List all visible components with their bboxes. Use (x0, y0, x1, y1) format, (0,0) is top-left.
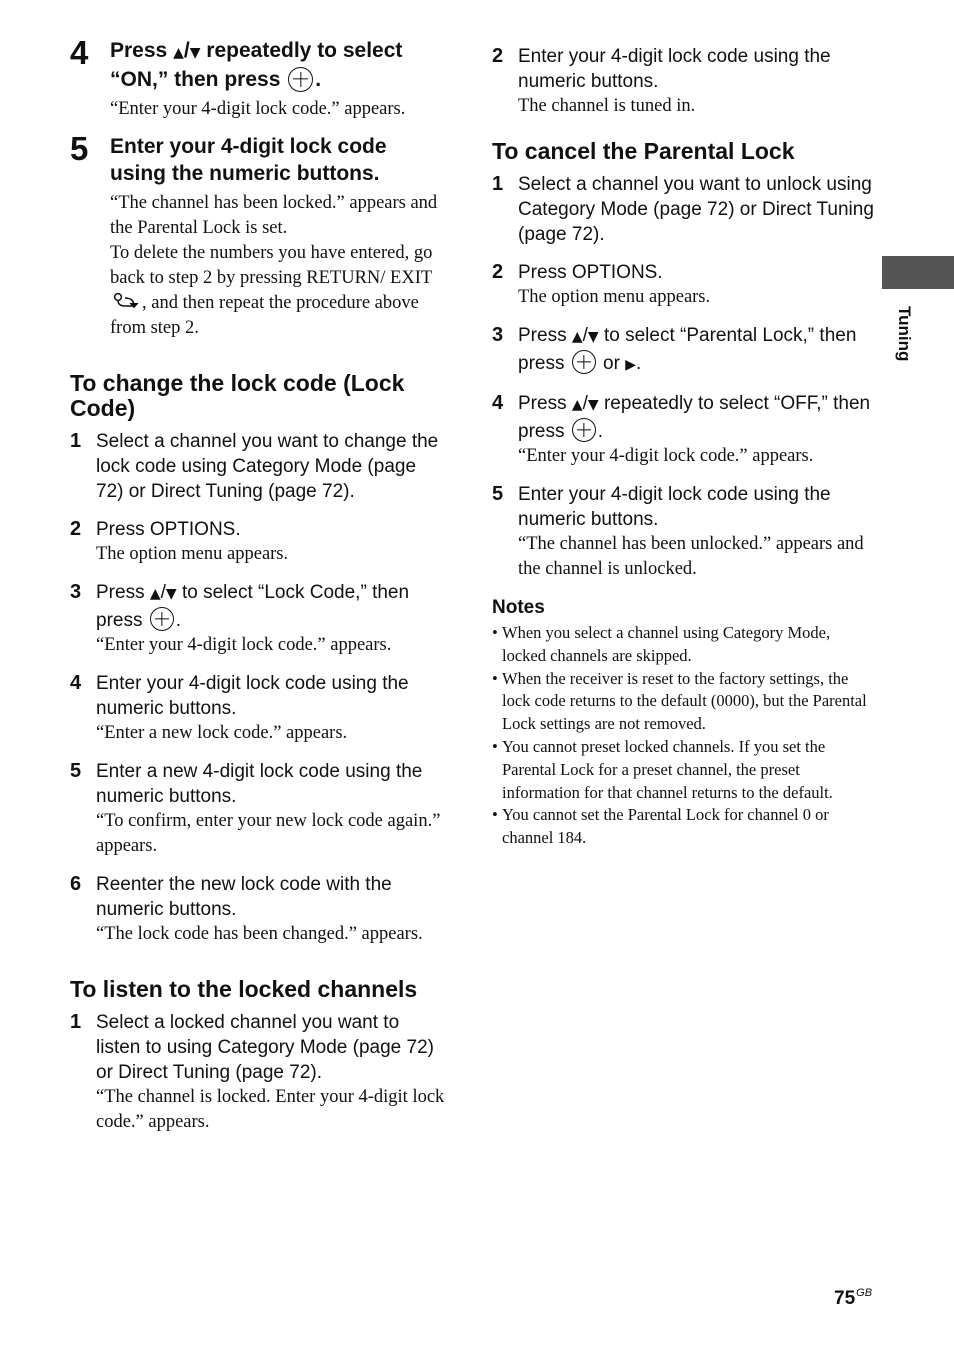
step-title: Select a channel you want to change the lock code using Category Mode (page 72) or Direct Tuning (page 72). (96, 431, 439, 502)
return-icon (112, 292, 140, 310)
step-title: Enter your 4-digit lock code using the numeric buttons. (110, 135, 387, 185)
step-number: 4 (492, 392, 504, 414)
step-title: Select a channel you want to unlock using Category Mode (page 72) or Direct Tuning (page 72). (518, 174, 874, 245)
step-body: The option menu appears. (518, 287, 711, 307)
step-title: Enter your 4-digit lock code using the numeric buttons. (518, 484, 831, 530)
step-number: 1 (492, 173, 504, 195)
step-number: 2 (70, 518, 82, 540)
step-number: 2 (492, 45, 504, 67)
step-title: Press ▲/▼ repeatedly to select “ON,” then press . (110, 39, 403, 91)
enter-icon (572, 418, 596, 442)
step-body: “Enter a new lock code.” appears. (96, 723, 348, 743)
up-arrow-icon: ▲ (571, 397, 583, 413)
section-title-change-lock-code: To change the lock code (Lock Code) (70, 370, 405, 421)
change-step-4 (70, 671, 448, 746)
cancel-step-2 (492, 260, 874, 310)
note-item: • You cannot set the Parental Lock for channel 0 or channel 184. (492, 804, 874, 850)
note-item: • When the receiver is reset to the factory settings, the lock code returns to the default (0000), but the Parental Lock settings are not removed. (492, 668, 874, 736)
change-step-2 (70, 517, 448, 567)
change-step-3 (70, 580, 448, 658)
down-arrow-icon: ▼ (165, 586, 177, 602)
up-arrow-icon: ▲ (173, 45, 184, 61)
enter-icon (288, 67, 313, 92)
step-title: Reenter the new lock code with the numeric buttons. (96, 874, 392, 920)
step-title: Enter your 4-digit lock code using the numeric buttons. (518, 46, 831, 92)
section-tab-label: Tuning (895, 306, 914, 362)
step-title: Press ▲/▼ repeatedly to select “OFF,” then press . (518, 393, 871, 442)
cancel-step-5 (492, 482, 874, 582)
notes-title: Notes (492, 597, 545, 618)
page-number: $75^{GB}$ (834, 1287, 873, 1309)
up-arrow-icon: ▲ (571, 329, 583, 345)
down-arrow-icon: ▼ (587, 397, 599, 413)
big-step-5 (70, 130, 448, 341)
change-step-6 (70, 872, 448, 947)
note-item: • When you select a channel using Category Mode, locked channels are skipped. (492, 622, 874, 668)
page-number-suffix: GB (856, 1287, 873, 1299)
section-title-cancel-lock: To cancel the Parental Lock (492, 138, 795, 164)
listen-step-2 (492, 44, 874, 119)
step-number: 5 (492, 483, 504, 505)
step-body: “The lock code has been changed.” appears. (96, 924, 423, 944)
step-number: 5 (70, 760, 82, 782)
step-title: Select a locked channel you want to listen to using Category Mode (page 72) or Direct Tuning (page 72). (96, 1012, 434, 1083)
step-body: The option menu appears. (96, 544, 289, 564)
right-arrow-icon: ▶ (625, 357, 636, 373)
step-body: “Enter your 4-digit lock code.” appears. (96, 635, 392, 655)
step-number: 1 (70, 1011, 82, 1033)
step-title: Press ▲/▼ to select “Parental Lock,” then press or ▶. (518, 325, 857, 374)
cancel-step-3 (492, 323, 874, 378)
cancel-step-1 (492, 172, 874, 247)
change-step-1 (70, 429, 448, 504)
down-arrow-icon: ▼ (587, 329, 599, 345)
change-step-5 (70, 759, 448, 859)
step-title: Enter a new 4-digit lock code using the numeric buttons. (96, 761, 423, 807)
step-body: “The channel has been unlocked.” appears and the channel is unlocked. (518, 534, 864, 579)
step-body (110, 191, 448, 341)
step-number: 2 (492, 261, 504, 283)
step-title: Press OPTIONS. (518, 262, 663, 283)
step-number: 1 (70, 430, 82, 452)
up-arrow-icon: ▲ (149, 586, 161, 602)
step-body: “Enter your 4-digit lock code.” appears. (110, 99, 406, 119)
listen-step-1 (70, 1010, 448, 1135)
step-number: 4 (70, 672, 82, 694)
step-title: Press OPTIONS. (96, 519, 241, 540)
left-column (70, 34, 448, 1148)
step-body: “The channel is locked. Enter your 4-digit lock code.” appears. (96, 1087, 445, 1132)
section-tab-marker (882, 256, 954, 289)
enter-icon (150, 607, 174, 631)
step-number: 3 (492, 324, 504, 346)
notes-list (492, 622, 874, 850)
section-title-listen-locked: To listen to the locked channels (70, 976, 418, 1002)
step-number: 5 (70, 130, 89, 167)
step-number: 3 (70, 581, 82, 603)
step-body: “Enter your 4-digit lock code.” appears. (518, 446, 814, 466)
step-title: Enter your 4-digit lock code using the numeric buttons. (96, 673, 409, 719)
step-body: “To confirm, enter your new lock code again.” appears. (96, 811, 441, 856)
step-body: The channel is tuned in. (518, 96, 696, 116)
step-number: 4 (70, 34, 89, 71)
enter-icon (572, 350, 596, 374)
right-column (492, 44, 874, 850)
step-number: 6 (70, 873, 82, 895)
note-item: • You cannot preset locked channels. If you set the Parental Lock for a preset channel, the preset information for that channel returns to the default. (492, 736, 874, 804)
step-body-line: To delete the numbers you have entered, go back to step 2 by pressing RETURN/ EXIT , and then repeat the procedure above from step 2. (110, 243, 433, 338)
step-body-line: “The channel has been locked.” appears and the Parental Lock is set. (110, 193, 438, 238)
big-step-4 (70, 34, 448, 122)
step-title: Press ▲/▼ to select “Lock Code,” then press . (96, 582, 410, 631)
down-arrow-icon: ▼ (189, 45, 201, 61)
cancel-step-4 (492, 391, 874, 469)
